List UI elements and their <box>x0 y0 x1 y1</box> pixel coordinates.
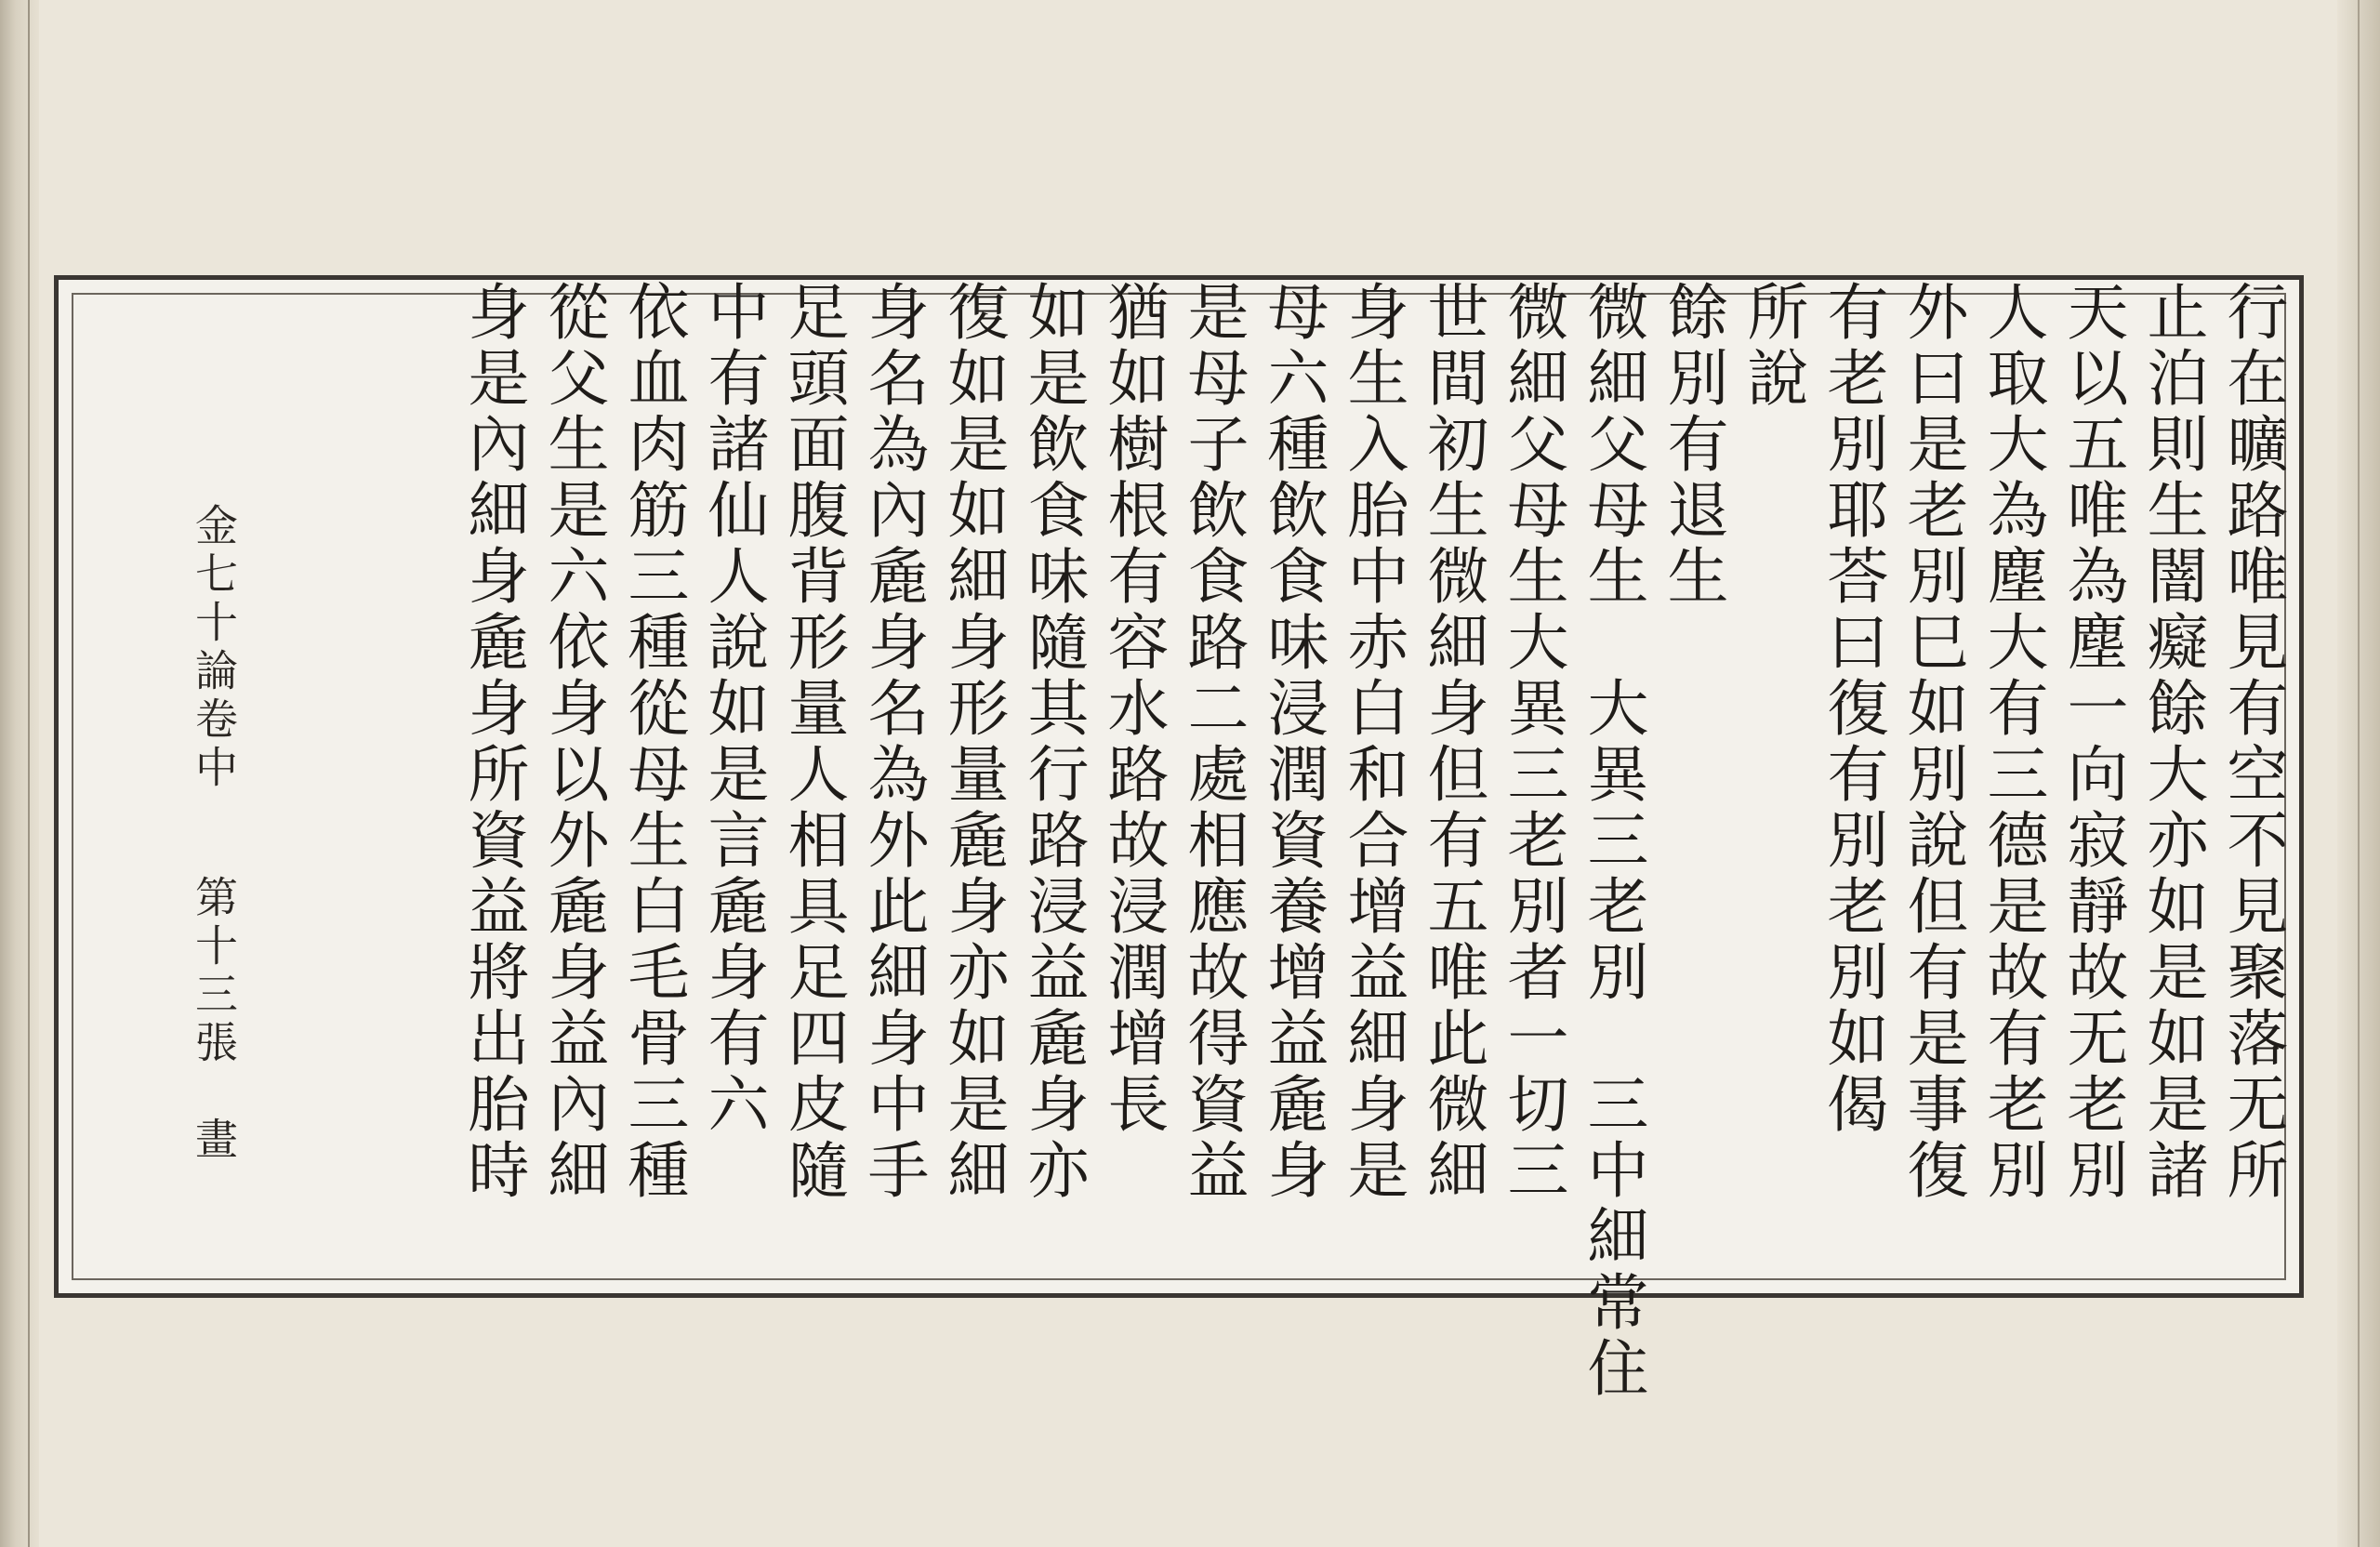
text-column: 人取大為塵大有三德是故有老別 <box>1977 280 2048 1204</box>
verse-column: 微細父母生 大異三老別 三中細常住 <box>1577 280 1648 1402</box>
text-column: 餘別有退生 <box>1657 280 1728 610</box>
printed-text-frame <box>54 275 2304 1402</box>
text-column: 復如是如細身形量麁身亦如是細 <box>937 280 1009 1204</box>
text-column: 止泊則生闇癡餘大亦如是如是諸 <box>2136 280 2208 1204</box>
text-column: 微細父母生大異三老別者一切三 <box>1497 280 1568 1204</box>
text-column: 足頭面腹背形量人相具足四皮隨 <box>777 280 849 1204</box>
text-column: 依血肉筋三種從母生白毛骨三種 <box>617 280 689 1204</box>
text-column: 身名為內麁身名為外此細身中手 <box>857 280 929 1204</box>
text-column: 母六種飲食味浸潤資養增益麁身 <box>1257 280 1329 1204</box>
text-column: 世間初生微細身但有五唯此微細 <box>1417 280 1488 1204</box>
page-number-footer: 第十三張 畫 <box>189 875 239 1165</box>
book-spine <box>0 0 39 1547</box>
text-column: 是母子飲食路二處相應故得資益 <box>1177 280 1249 1204</box>
text-column: 身生入胎中赤白和合增益細身是 <box>1337 280 1408 1204</box>
text-column: 身是內細身麁身所資益將出胎時 <box>457 280 529 1204</box>
text-column: 猶如樹根有容水路故浸潤增長 <box>1097 280 1169 1138</box>
page-edge-line <box>2358 0 2360 1547</box>
text-column: 天以五唯為塵一向寂靜故无老別 <box>2056 280 2128 1204</box>
text-column: 有老別耶荅曰復有別老別如偈 <box>1817 280 1888 1138</box>
text-column: 中有諸仙人說如是言麁身有六 <box>697 280 769 1138</box>
text-column: 從父生是六依身以外麁身益內細 <box>537 280 609 1204</box>
book-title-footer: 金七十論卷中 <box>189 503 239 793</box>
text-columns <box>59 280 2299 1402</box>
text-column: 所說 <box>1737 280 1808 412</box>
spine-fold-line <box>28 0 30 1547</box>
text-column: 外曰是老別巳如別說但有是事復 <box>1897 280 1968 1204</box>
text-column: 如是飲食味隨其行路浸益麁身亦 <box>1017 280 1089 1204</box>
text-column: 行在曠路唯見有空不見聚落无所 <box>2216 280 2288 1204</box>
